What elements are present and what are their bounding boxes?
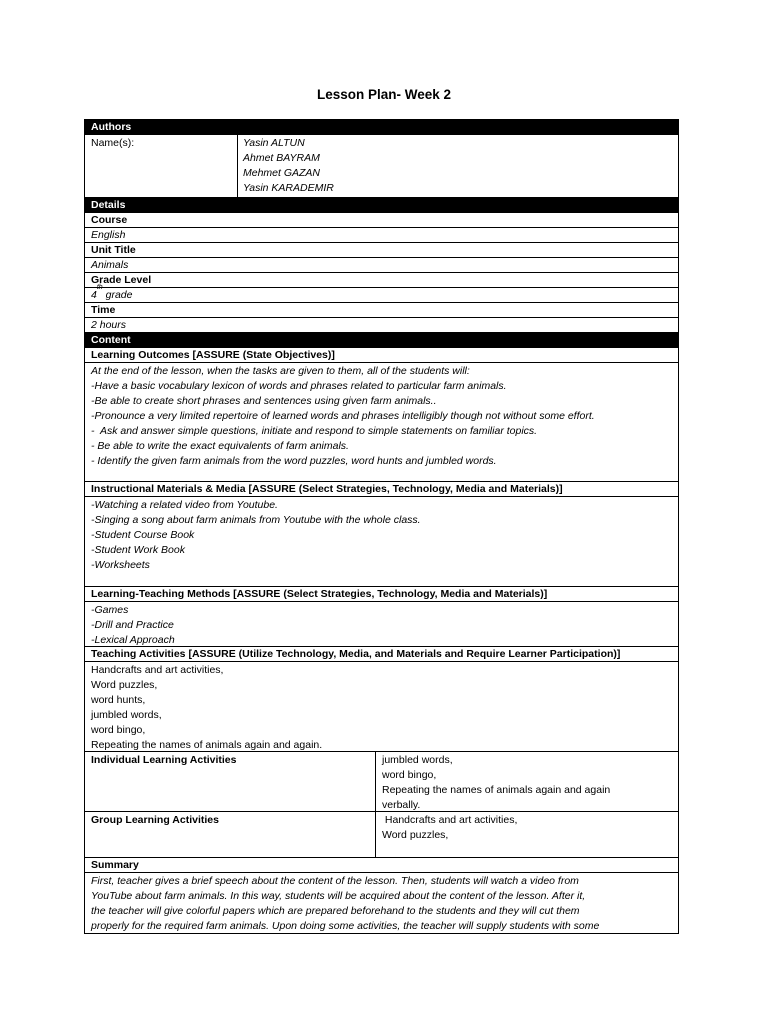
activity-line: jumbled words, — [91, 709, 162, 721]
time-value: 2 hours — [85, 318, 678, 333]
group-activities-body — [376, 812, 678, 857]
summary-line: properly for the required farm animals. Upon doing some activities, the teacher will supply students with some — [91, 920, 600, 932]
activity-line: word bingo, — [91, 724, 146, 736]
assure-tag: [ASSURE (Select Strategies, Technology, Media and Materials)] — [230, 588, 548, 600]
outcome-line: - Be able to write the exact equivalents of farm animals. — [91, 440, 349, 452]
lesson-plan-table — [84, 119, 679, 934]
teaching-activities-heading — [85, 647, 678, 662]
activity-line: word hunts, — [91, 694, 146, 706]
summary-line: YouTube about farm animals. In this way, students will be acquired about the content of the lesson. After it, — [91, 890, 586, 902]
grade-word: grade — [102, 289, 133, 301]
outcome-line: - Ask and answer simple questions, initiate and respond to simple statements on familiar topics. — [91, 425, 538, 437]
material-line: -Singing a song about farm animals from Youtube with the whole class. — [91, 514, 421, 526]
unit-title-label: Unit Title — [85, 243, 678, 258]
author-names — [238, 135, 678, 197]
activity-line: Word puzzles, — [91, 679, 158, 691]
course-label: Course — [85, 213, 678, 228]
teaching-activities-label: Teaching Activities — [91, 648, 186, 660]
group-activities-label: Group Learning Activities — [85, 812, 376, 857]
details-header: Details — [85, 198, 678, 213]
learning-outcomes-label: Learning Outcomes — [91, 349, 190, 361]
learning-outcomes-heading — [85, 348, 678, 363]
course-value: English — [85, 228, 678, 243]
individual-activities-body — [376, 752, 678, 811]
summary-label: Summary — [85, 858, 678, 873]
outcome-line: - Identify the given farm animals from the word puzzles, word hunts and jumbled words. — [91, 455, 497, 467]
summary-line: First, teacher gives a brief speech about the content of the lesson. Then, students will watch a video from — [91, 875, 579, 887]
grade-number: 4 — [91, 289, 97, 301]
teaching-activities-body — [85, 662, 678, 752]
individual-activities-row — [85, 752, 678, 812]
assure-tag: [ASSURE (State Objectives)] — [189, 349, 335, 361]
group-line: Handcrafts and art activities, — [382, 814, 518, 826]
authors-header: Authors — [85, 120, 678, 135]
summary-body — [85, 873, 678, 933]
author-name: Mehmet GAZAN — [243, 167, 321, 179]
outcome-line: -Be able to create short phrases and sentences using given farm animals.. — [91, 395, 437, 407]
authors-row — [85, 135, 678, 198]
grade-level-label: Grade Level — [85, 273, 678, 288]
author-name: Yasin ALTUN — [243, 137, 305, 149]
unit-title-value: Animals — [85, 258, 678, 273]
methods-heading — [85, 587, 678, 602]
individual-line: verbally. — [382, 799, 421, 811]
summary-line: the teacher will give colorful papers which are prepared beforehand to the students and they will cut them — [91, 905, 580, 917]
activity-line: Repeating the names of animals again and again. — [91, 739, 323, 751]
method-line: -Games — [91, 604, 129, 616]
document-title: Lesson Plan- Week 2 — [316, 87, 452, 102]
material-line: -Student Course Book — [91, 529, 195, 541]
outcome-line: -Pronounce a very limited repertoire of learned words and phrases intelligibly though not without some effort. — [91, 410, 595, 422]
individual-line: Repeating the names of animals again and again — [382, 784, 611, 796]
methods-body — [85, 602, 678, 647]
group-activities-row — [85, 812, 678, 858]
activity-line: Handcrafts and art activities, — [91, 664, 224, 676]
individual-activities-label: Individual Learning Activities — [85, 752, 376, 811]
methods-label: Learning-Teaching Methods — [91, 588, 231, 600]
group-line: Word puzzles, — [382, 829, 449, 841]
material-line: -Student Work Book — [91, 544, 185, 556]
names-label: Name(s): — [85, 135, 238, 197]
outcome-line: -Have a basic vocabulary lexicon of words and phrases related to particular farm animals. — [91, 380, 507, 392]
author-name: Ahmet BAYRAM — [243, 152, 320, 164]
time-label: Time — [85, 303, 678, 318]
material-line: -Watching a related video from Youtube. — [91, 499, 278, 511]
outcome-line: At the end of the lesson, when the tasks are given to them, all of the students will: — [91, 365, 470, 377]
individual-line: jumbled words, — [382, 754, 453, 766]
materials-heading — [85, 482, 678, 497]
grade-suffix: th — [96, 284, 103, 291]
content-header: Content — [85, 333, 678, 348]
assure-tag: [ASSURE (Utilize Technology, Media, and Materials and Require Learner Participation)] — [185, 648, 621, 660]
learning-outcomes-body — [85, 363, 678, 482]
individual-line: word bingo, — [382, 769, 437, 781]
assure-tag: [ASSURE (Select Strategies, Technology, Media and Materials)] — [245, 483, 563, 495]
materials-body — [85, 497, 678, 587]
grade-level-value — [85, 284, 678, 303]
author-name: Yasin KARADEMIR — [243, 182, 334, 194]
method-line: -Drill and Practice — [91, 619, 174, 631]
material-line: -Worksheets — [91, 559, 150, 571]
method-line: -Lexical Approach — [91, 634, 175, 646]
materials-label: Instructional Materials & Media — [91, 483, 246, 495]
